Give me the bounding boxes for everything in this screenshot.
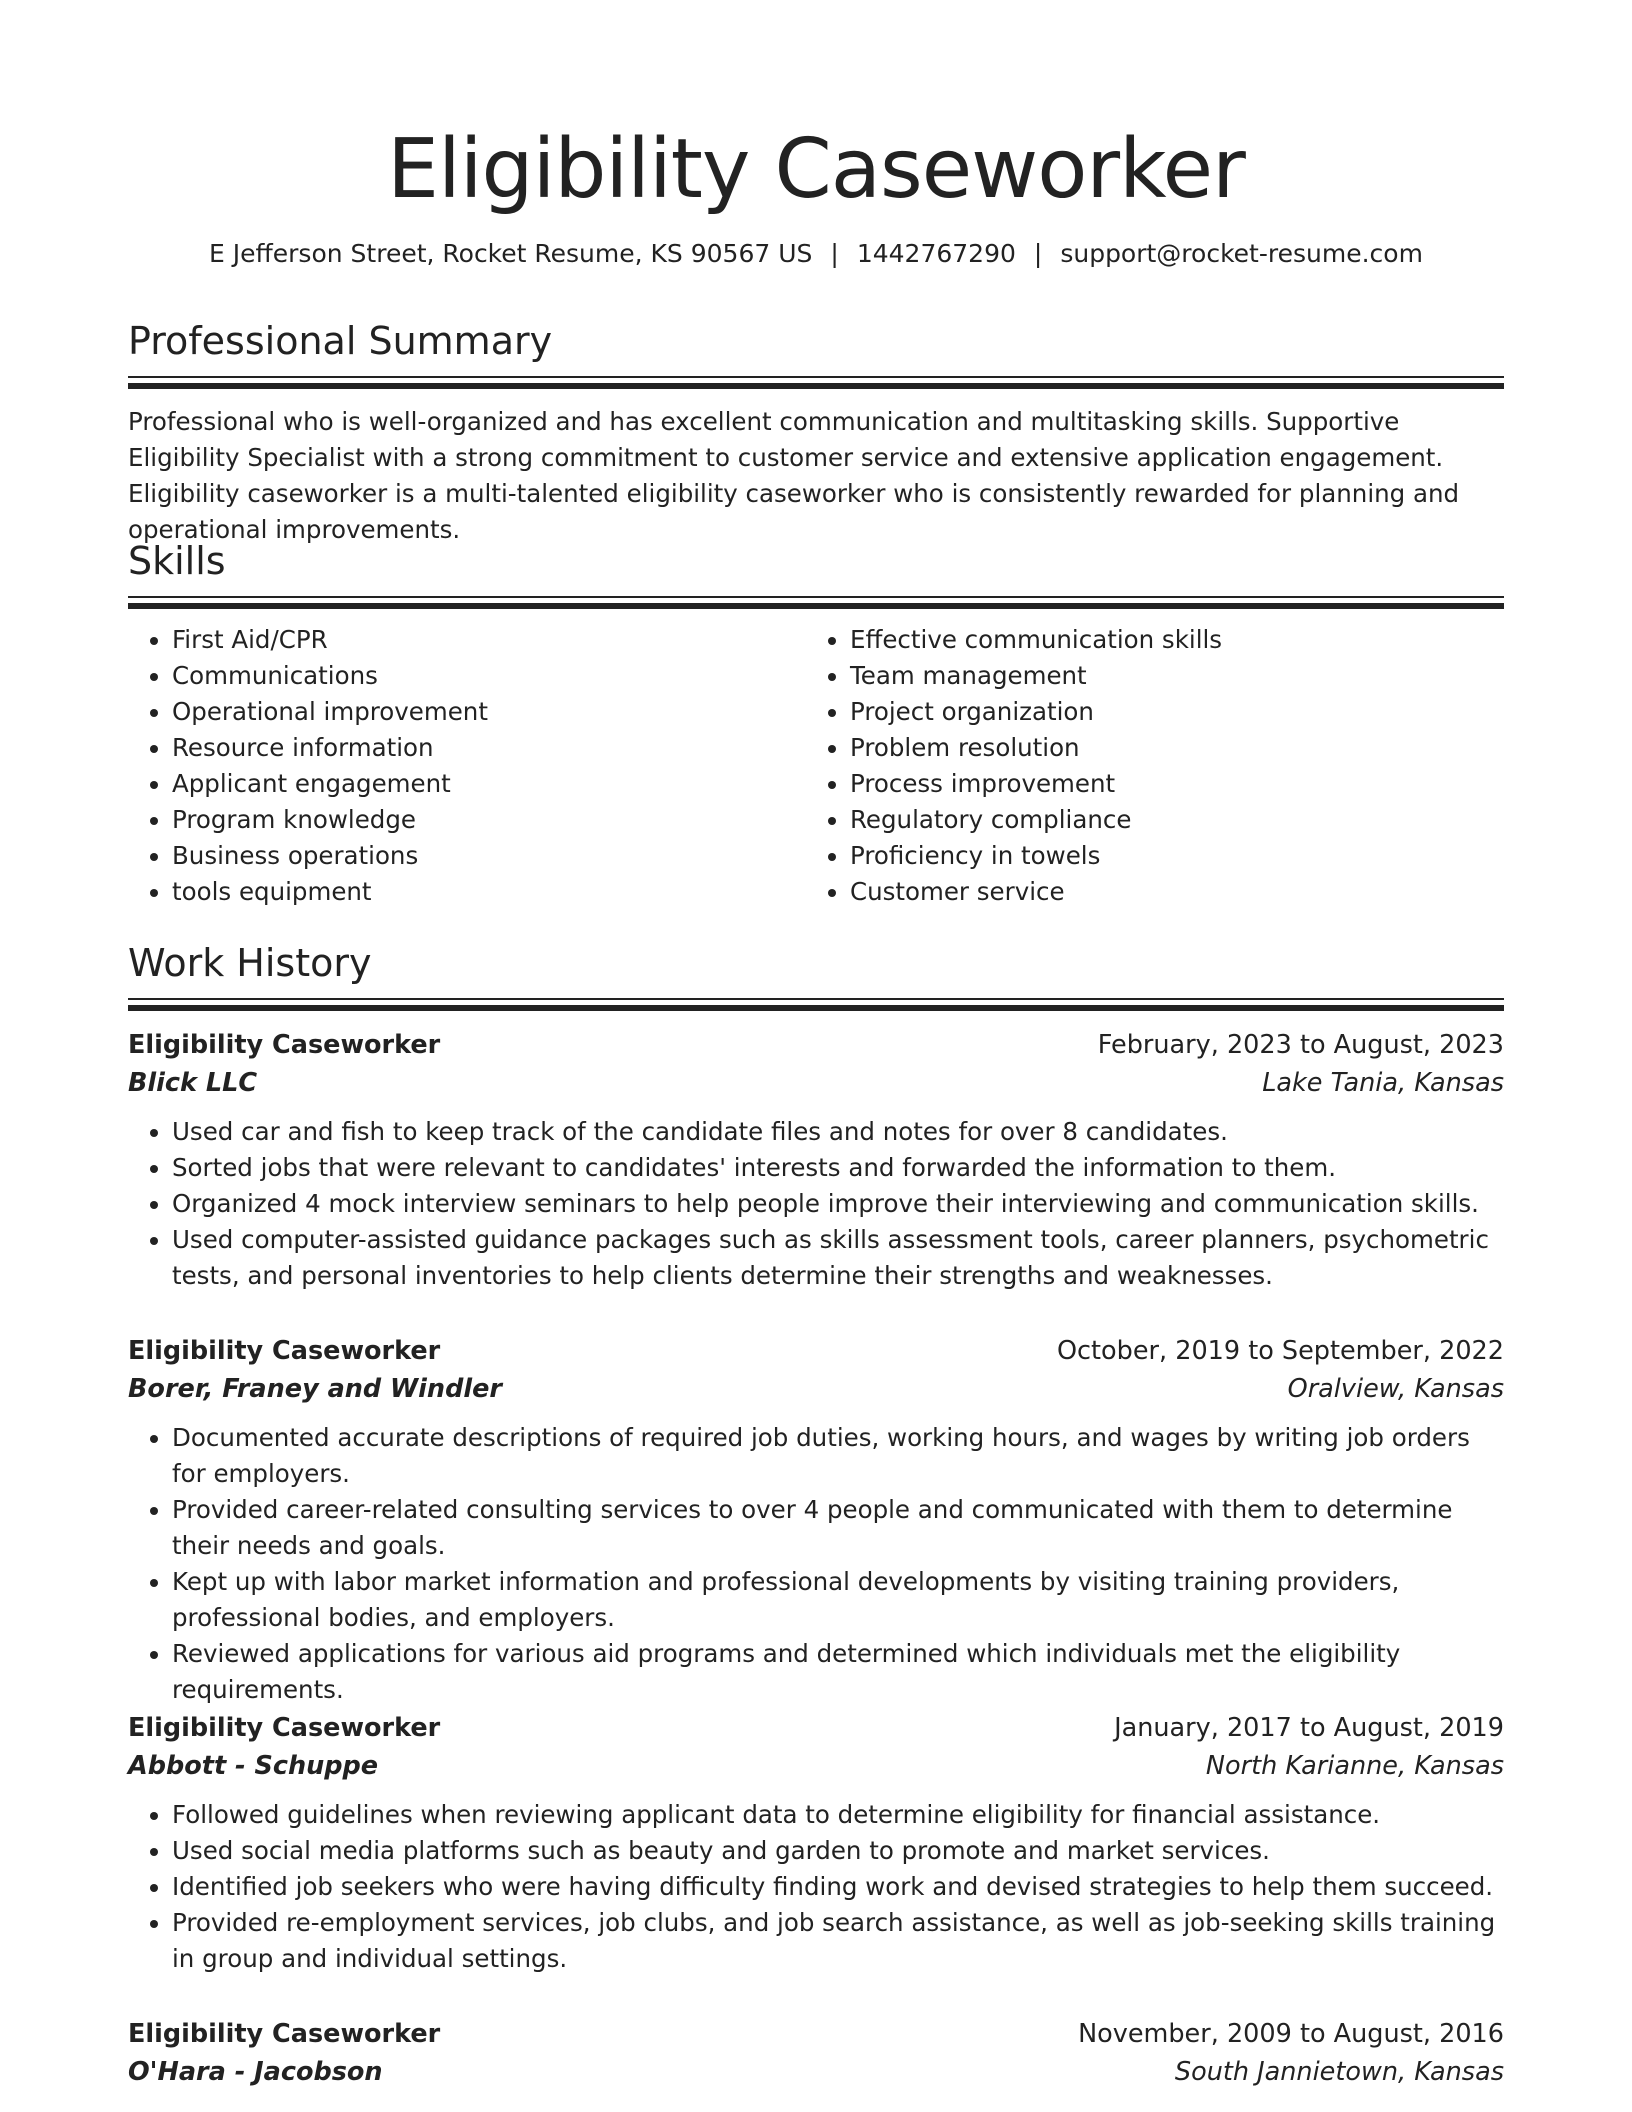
job-header	[128, 1709, 1504, 1747]
job-title: Eligibility Caseworker	[128, 1030, 441, 1060]
job-title: Eligibility Caseworker	[128, 1336, 441, 1366]
skill-item: • Process improvement	[850, 766, 1484, 802]
job-bullet: • Reviewed applications for various aid programs and determined which individuals met the eligibility requirements.	[172, 1636, 1504, 1708]
job-company: Abbott - Schuppe	[128, 1751, 379, 1781]
contact-line	[128, 237, 1504, 271]
contact-phone: 1442767290	[856, 239, 1016, 268]
skill-item: • Communications	[172, 658, 806, 694]
job-title: Eligibility Caseworker	[128, 1713, 441, 1743]
job-entry	[128, 1332, 1504, 1708]
job-subheader	[128, 1747, 1504, 1785]
work-history-section	[128, 940, 1504, 1012]
job-bullet: • Used car and fish to keep track of the candidate files and notes for over 8 candidates.	[172, 1114, 1504, 1150]
job-header	[128, 1332, 1504, 1370]
skill-item: • Customer service	[850, 874, 1484, 910]
job-bullet: • Used social media platforms such as beauty and garden to promote and market services.	[172, 1833, 1504, 1869]
contact-address: E Jefferson Street, Rocket Resume, KS 90567 US	[209, 239, 813, 268]
job-company: Blick LLC	[128, 1068, 258, 1098]
skill-item: • Team management	[850, 658, 1484, 694]
skill-item: • First Aid/CPR	[172, 622, 806, 658]
contact-email[interactable]: support@rocket-resume.com	[1060, 239, 1423, 268]
skill-item: • Resource information	[172, 730, 806, 766]
summary-text: Professional who is well-organized and has excellent communication and multitasking skills. Supportive Eligibility Specialist with a strong commitment to customer service and extensive application engagement. Eligibility caseworker is a multi-talented eligibility caseworker who is consistently rewarded for planning and operational improvements.	[128, 407, 1460, 544]
job-location: Oralview, Kansas	[1287, 1374, 1504, 1404]
skill-item: • Proficiency in towels	[850, 838, 1484, 874]
job-entry	[128, 1026, 1504, 1294]
skill-item: • Applicant engagement	[172, 766, 806, 802]
skills-columns	[128, 622, 1504, 910]
skill-item: • Operational improvement	[172, 694, 806, 730]
job-location: North Karianne, Kansas	[1205, 1751, 1504, 1781]
job-header	[128, 2015, 1504, 2053]
job-company: Borer, Franey and Windler	[128, 1374, 502, 1404]
job-header	[128, 1026, 1504, 1064]
job-bullet: • Kept up with labor market information and professional developments by visiting training providers, professional bodies, and employers.	[172, 1564, 1504, 1636]
job-company: O'Hara - Jacobson	[128, 2057, 383, 2087]
job-location: South Jannietown, Kansas	[1174, 2057, 1504, 2087]
job-entry	[128, 1709, 1504, 1977]
job-bullet: • Used computer-assisted guidance packages such as skills assessment tools, career planners, psychometric tests, and personal inventories to help clients determine their strengths and weaknesses.	[172, 1222, 1504, 1294]
job-bullet: • Documented accurate descriptions of required job duties, working hours, and wages by writing job orders for employers.	[172, 1420, 1504, 1492]
skill-item: • Regulatory compliance	[850, 802, 1484, 838]
skills-heading: Skills	[128, 539, 226, 583]
job-bullet: • Organized 4 mock interview seminars to help people improve their interviewing and communication skills.	[172, 1186, 1504, 1222]
job-subheader	[128, 1370, 1504, 1408]
skills-section	[128, 538, 1504, 910]
skill-item: • Problem resolution	[850, 730, 1484, 766]
job-dates: October, 2019 to September, 2022	[1056, 1336, 1504, 1366]
summary-heading: Professional Summary	[128, 319, 553, 363]
contact-separator: |	[830, 239, 839, 268]
job-entry	[128, 2015, 1504, 2091]
job-location: Lake Tania, Kansas	[1262, 1068, 1504, 1098]
summary-section	[128, 318, 1504, 548]
resume-page	[128, 0, 1504, 2087]
job-bullet: • Provided career-related consulting services to over 4 people and communicated with them to determine their needs and goals.	[172, 1492, 1504, 1564]
job-bullet: • Sorted jobs that were relevant to candidates' interests and forwarded the information to them.	[172, 1150, 1504, 1186]
job-bullet: • Identified job seekers who were having difficulty finding work and devised strategies to help them succeed.	[172, 1869, 1504, 1905]
job-bullets	[128, 1114, 1504, 1294]
job-bullets	[128, 1797, 1504, 1977]
skill-item: • Project organization	[850, 694, 1484, 730]
contact-separator: |	[1033, 239, 1043, 268]
skills-list-left	[128, 622, 806, 910]
section-divider	[128, 596, 1504, 610]
work-history-heading: Work History	[128, 941, 372, 985]
skill-item: • Business operations	[172, 838, 806, 874]
skill-item: • Effective communication skills	[850, 622, 1484, 658]
section-divider	[128, 998, 1504, 1012]
job-bullet: • Provided re-employment services, job clubs, and job search assistance, as well as job-seeking skills training in group and individual settings.	[172, 1905, 1504, 1977]
job-title: Eligibility Caseworker	[128, 2019, 441, 2049]
job-bullets	[128, 1420, 1504, 1708]
job-dates: January, 2017 to August, 2019	[1114, 1713, 1504, 1743]
skills-list-right	[806, 622, 1484, 910]
skill-item: • tools equipment	[172, 874, 806, 910]
candidate-name: Eligibility Caseworker	[387, 122, 1245, 217]
job-dates: February, 2023 to August, 2023	[1097, 1030, 1504, 1060]
section-divider	[128, 376, 1504, 390]
job-dates: November, 2009 to August, 2016	[1078, 2019, 1504, 2049]
job-subheader	[128, 1064, 1504, 1102]
job-subheader	[128, 2053, 1504, 2091]
skill-item: • Program knowledge	[172, 802, 806, 838]
job-bullet: • Followed guidelines when reviewing applicant data to determine eligibility for financial assistance.	[172, 1797, 1504, 1833]
